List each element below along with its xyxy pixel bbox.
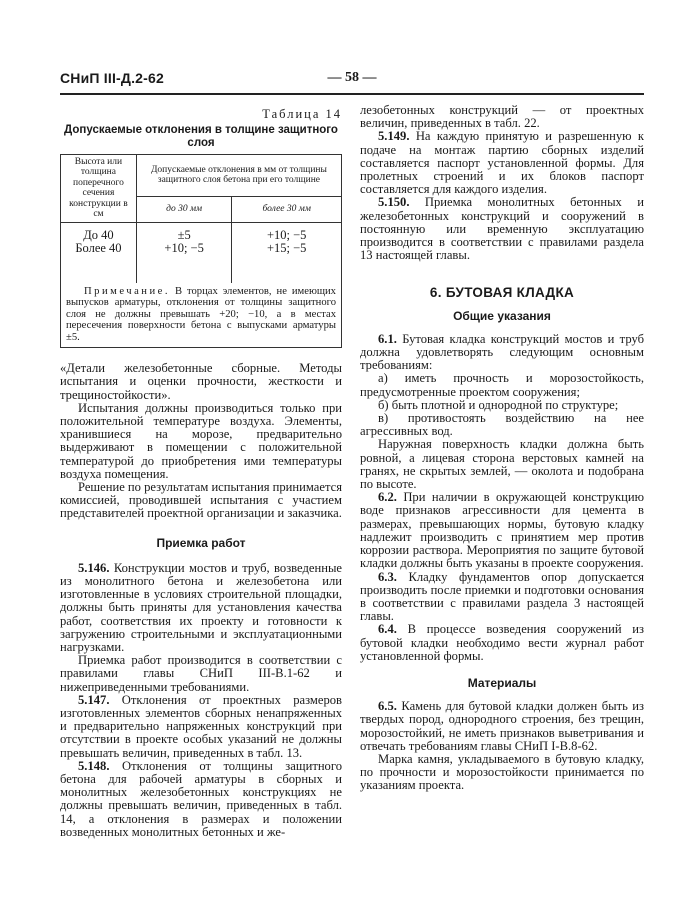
deviation-table xyxy=(60,154,342,349)
clause-5-148: 5.148. Отклонения от толщины защитного бетона для рабочей арматуры в сборных и монолитных железобетонных конструкциях не должны превышать величин, приведенных в табл. 14, а отклонения в размерах и положении возведенных монолитных бетонных и же- xyxy=(60,758,343,839)
left-column xyxy=(60,100,342,839)
section-heading-acceptance: Приемка работ xyxy=(156,535,246,550)
height-cell xyxy=(61,222,137,283)
table-body xyxy=(61,222,342,283)
table-note xyxy=(61,283,342,348)
header-rule xyxy=(60,93,644,95)
paragraph: Испытания должны производиться только при положительной температуре воздуха. Элементы, хранившиеся на морозе, предварительно выдерживают в помещении с положительной температурой до приобретения ими температуры воздуха помещения. xyxy=(60,400,342,481)
clause-5-146: 5.146. Конструкции мостов и труб, возведенные из монолитного бетона и железобетона или изготовленные в условиях строительной площадки, должны быть приняты для установления качества работ, соответствия их проекту и готовности к загружению строительными и эксплуатационными нагрузками. xyxy=(60,560,342,654)
subheader-over-30: более 30 мм xyxy=(232,197,342,222)
note-text: В торцах элементов, не имеющих выпусков арматуры, отклонения от толщины защитного слоя не должны превышать +20; −10, а в местах пересечения поверхности бетона с выпусками арматуры ±5. xyxy=(66,285,336,343)
col-header-deviations: Допускаемые отклонения в мм от толщины защитного слоя бетона при его толщине xyxy=(136,154,341,197)
over30-cell xyxy=(232,222,342,283)
paragraph: Наружная поверхность кладки должна быть ровной, а лицевая сторона верстовых камней на гранях, не скрытых землей, — околота и подобрана по высоте. xyxy=(360,437,644,492)
paragraph: «Детали железобетонные сборные. Методы испытания и оценки прочности, жесткости и трещиностойкости». xyxy=(60,361,342,402)
clause-6-5: 6.5. Камень для бутовой кладки должен быть из твердых пород, однородного строения, без трещин, морозостойкий, не иметь признаков выветривания и отвечать требованиям главы СНиП I-В.8-62. xyxy=(360,699,644,753)
clause-6-2: 6.2. При наличии в окружающей конструкцию воде признаков агрессивности для цемента в размерах, превышающих нормы, бутовую кладку надлежит производить с принятием мер против коррозии раствора. Мероприятия по защите бутовой кладки должны быть указаны в проекте сооружения. xyxy=(360,490,644,571)
clause-6-3: 6.3. Кладку фундаментов опор допускается производить после приемки и подготовки основания в соответствии с правилами раздела 3 настоящей главы. xyxy=(360,569,644,624)
section-heading-rubble-masonry: 6. БУТОВАЯ КЛАДКА xyxy=(429,285,575,301)
clause-5-147: 5.147. Отклонения от проектных размеров изготовленных элементов сборных ненапряженных и предварительно напряженных конструкций при отсутствии в проекте особых указаний не должны превышать величин, приведенных в табл. 13. xyxy=(60,692,342,760)
clause-6-1: 6.1. Бутовая кладка конструкций мостов и труб должна удовлетворять следующим основным требованиям: xyxy=(360,331,644,373)
col-header-height: Высота или толщина поперечного сечения конструкции в см xyxy=(61,154,137,222)
table-cell: +10; −5 xyxy=(266,227,307,242)
document-code: СНиП III-Д.2-62 xyxy=(60,70,164,86)
upto30-cell xyxy=(136,222,232,283)
table-cell: До 40 xyxy=(83,227,114,242)
paragraph: Марка камня, укладываемого в бутовую кладку, по прочности и морозостойкости принимается по указаниям проекта. xyxy=(360,751,644,793)
subsection-heading-materials: Материалы xyxy=(467,675,537,690)
paragraph: Решение по результатам испытания принимается комиссией, проводившей испытания с участием представителей проектной организации и заказчика. xyxy=(60,479,343,521)
table-cell: Более 40 xyxy=(75,240,122,255)
clause-5-150: 5.150. Приемка монолитных бетонных и железобетонных конструкций и сооружений в постоянную или временную эксплуатацию производится в соответствии с правилами раздела 13 настоящей главы. xyxy=(360,195,644,263)
paragraph: Приемка работ производится в соответствии с правилами главы СНиП III-В.1-62 и нижеприведенными требованиями. xyxy=(60,653,342,694)
page-header xyxy=(60,70,644,90)
list-item: в) противостоять воздействию на нее агрессивных вод. xyxy=(360,411,644,439)
list-item: б) быть плотной и однородной по структуре; xyxy=(378,397,619,412)
subsection-heading-general: Общие указания xyxy=(453,308,551,323)
right-column xyxy=(360,104,644,793)
list-item: а) иметь прочность и морозостойкость, предусмотренные проектом сооружения; xyxy=(360,371,644,399)
table-title: Допускаемые отклонения в толщине защитного слоя xyxy=(64,124,338,150)
table-cell: +10; −5 xyxy=(164,240,204,255)
table-caption: Таблица 14 xyxy=(262,107,342,121)
subheader-upto-30: до 30 мм xyxy=(136,197,232,222)
table-cell: ±5 xyxy=(177,227,191,242)
table-cell: +15; −5 xyxy=(266,240,307,255)
clause-5-149: 5.149. На каждую принятую и разрешенную к подаче на монтаж партию сборных изделий составляется паспорт установленной формы. Для пролетных строений и их блоков паспорт составляется для каждого изделия. xyxy=(360,129,644,197)
clause-6-4: 6.4. В процессе возведения сооружений из бутовой кладки необходимо вести журнал работ установленной формы. xyxy=(360,622,645,663)
page-number: — 58 — xyxy=(327,70,377,85)
paragraph-continued: лезобетонных конструкций — от проектных величин, приведенных в табл. 22. xyxy=(360,103,644,131)
note-label: Примечание. xyxy=(84,285,170,297)
